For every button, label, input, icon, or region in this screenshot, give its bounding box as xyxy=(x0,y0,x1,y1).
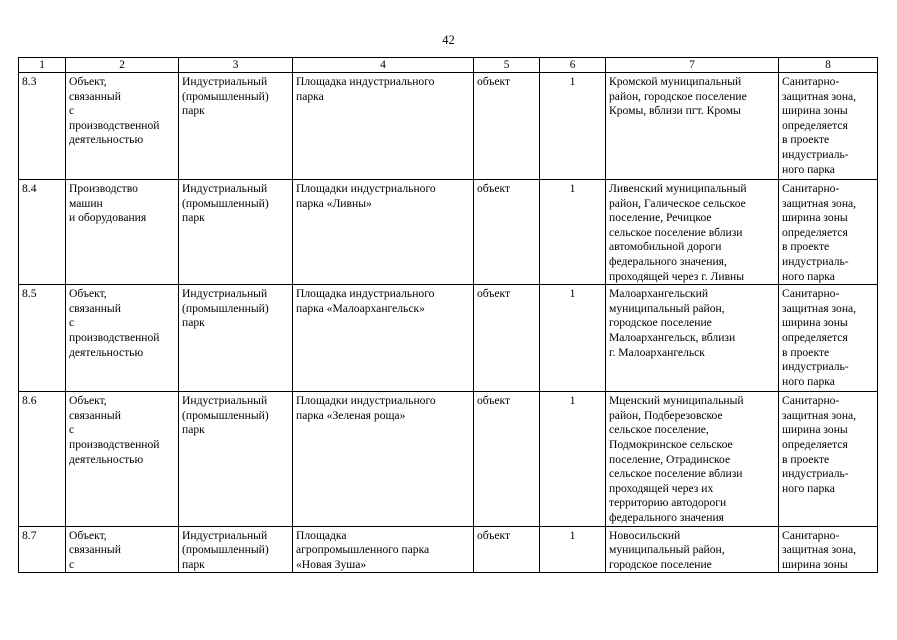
table-row xyxy=(19,526,878,573)
column-header: 3 xyxy=(179,58,293,73)
row-code: 8.4 xyxy=(19,180,66,285)
object-location: Кромской муниципальный район, городское поселение Кромы, вблизи пгт. Кромы xyxy=(606,73,779,180)
column-header: 7 xyxy=(606,58,779,73)
page-number: 42 xyxy=(442,33,455,47)
table-header-row xyxy=(19,58,878,73)
object-type: Индустриальный (промышленный) парк xyxy=(179,392,293,526)
object-zone: Санитарно- защитная зона, ширина зоны определяется в проекте индустриаль- ного парка xyxy=(779,180,878,285)
column-header: 5 xyxy=(474,58,540,73)
object-zone: Санитарно- защитная зона, ширина зоны определяется в проекте индустриаль- ного парка xyxy=(779,392,878,526)
column-header: 4 xyxy=(293,58,474,73)
column-header: 2 xyxy=(66,58,179,73)
object-name: Площадка агропромышленного парка «Новая Зуша» xyxy=(293,526,474,573)
object-quantity: 1 xyxy=(540,180,606,285)
object-type: Индустриальный (промышленный) парк xyxy=(179,526,293,573)
object-name: Площадка индустриального парка «Малоархангельск» xyxy=(293,285,474,392)
column-header: 6 xyxy=(540,58,606,73)
object-zone: Санитарно- защитная зона, ширина зоны определяется в проекте индустриаль- ного парка xyxy=(779,285,878,392)
object-type: Индустриальный (промышленный) парк xyxy=(179,285,293,392)
row-code: 8.6 xyxy=(19,392,66,526)
object-unit: объект xyxy=(474,180,540,285)
object-quantity: 1 xyxy=(540,73,606,180)
object-location: Ливенский муниципальный район, Галическое сельское поселение, Речицкое сельское поселение вблизи автомобильной дороги федерального значения, проходящей через г. Ливны xyxy=(606,180,779,285)
object-type: Индустриальный (промышленный) парк xyxy=(179,73,293,180)
row-code: 8.7 xyxy=(19,526,66,573)
row-code: 8.5 xyxy=(19,285,66,392)
column-header: 8 xyxy=(779,58,878,73)
object-purpose: Объект, связанный с производственной деятельностью xyxy=(66,285,179,392)
object-zone: Санитарно- защитная зона, ширина зоны определяется в проекте индустриаль- ного парка xyxy=(779,73,878,180)
object-name: Площадки индустриального парка «Ливны» xyxy=(293,180,474,285)
object-zone: Санитарно- защитная зона, ширина зоны xyxy=(779,526,878,573)
object-unit: объект xyxy=(474,392,540,526)
object-location: Малоархангельский муниципальный район, городское поселение Малоархангельск, вблизи г. Малоархангельск xyxy=(606,285,779,392)
object-purpose: Объект, связанный с производственной деятельностью xyxy=(66,73,179,180)
planning-table xyxy=(18,57,878,573)
object-quantity: 1 xyxy=(540,392,606,526)
object-name: Площадки индустриального парка «Зеленая роща» xyxy=(293,392,474,526)
object-quantity: 1 xyxy=(540,285,606,392)
table-row xyxy=(19,392,878,526)
object-unit: объект xyxy=(474,73,540,180)
object-type: Индустриальный (промышленный) парк xyxy=(179,180,293,285)
object-location: Мценский муниципальный район, Подберезовское сельское поселение, Подмокринское сельское поселение, Отрадинское сельское поселение вблизи проходящей через их территорию автодороги федерального значения xyxy=(606,392,779,526)
object-location: Новосильский муниципальный район, городское поселение xyxy=(606,526,779,573)
object-purpose: Производство машин и оборудования xyxy=(66,180,179,285)
table-row xyxy=(19,285,878,392)
row-code: 8.3 xyxy=(19,73,66,180)
object-name: Площадка индустриального парка xyxy=(293,73,474,180)
table-row xyxy=(19,180,878,285)
object-purpose: Объект, связанный с xyxy=(66,526,179,573)
object-unit: объект xyxy=(474,285,540,392)
object-quantity: 1 xyxy=(540,526,606,573)
table-row xyxy=(19,73,878,180)
column-header: 1 xyxy=(19,58,66,73)
object-purpose: Объект, связанный с производственной деятельностью xyxy=(66,392,179,526)
object-unit: объект xyxy=(474,526,540,573)
